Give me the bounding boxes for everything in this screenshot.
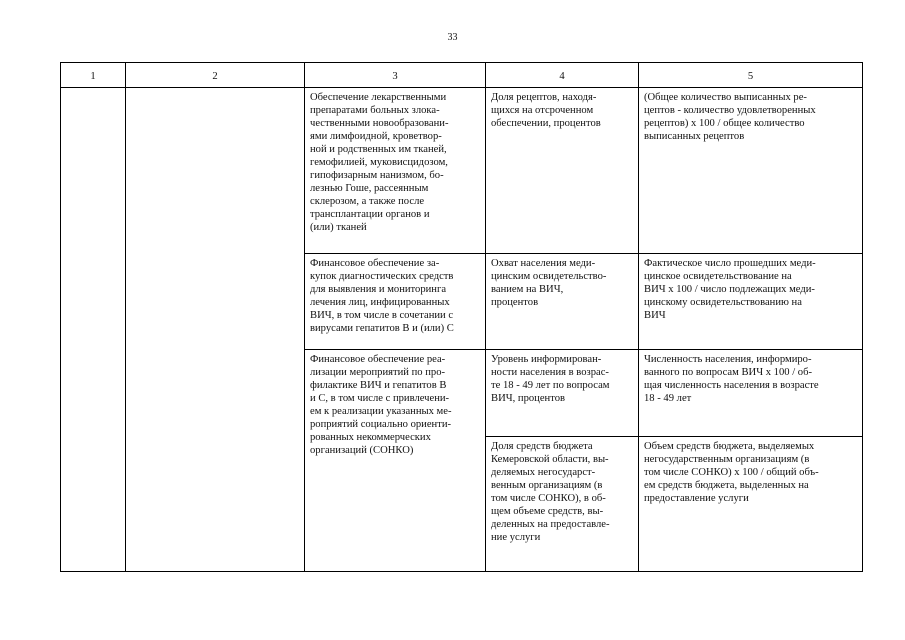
column-header: 1 — [61, 63, 126, 88]
table-cell-col4 — [486, 350, 639, 437]
table-cell-col3 — [305, 254, 486, 350]
formula-text: Фактическое число прошедших меди- цинское освидетельствование на ВИЧ x 100 / число подлежащих меди- цинскому освидетельствованию на ВИЧ — [644, 258, 816, 321]
formula-text: Численность населения, информиро- ванного по вопросам ВИЧ x 100 / об- щая численность населения в возрасте 18 - 49 лет — [644, 354, 819, 404]
column-header: 3 — [305, 63, 486, 88]
table-cell-col5 — [639, 254, 863, 350]
table-cell-col3 — [305, 350, 486, 572]
page-number: 33 — [447, 32, 458, 43]
column-header: 5 — [639, 63, 863, 88]
table-cell-col1 — [61, 88, 126, 572]
indicators-table — [60, 62, 863, 572]
column-header: 2 — [126, 63, 305, 88]
table-cell-col2 — [126, 88, 305, 572]
column-header: 4 — [486, 63, 639, 88]
table-cell-col5 — [639, 88, 863, 254]
indicator-text: Охват населения меди- цинским освидетельство- ванием на ВИЧ, процентов — [491, 258, 607, 308]
indicator-text: Доля средств бюджета Кемеровской области, вы- деляемых негосударст- венным организациям (в том числе СОНКО), в об- щем объеме средств, вы- деленных на предоставле- ние услуги — [491, 441, 610, 543]
measure-text: Финансовое обеспечение реа- лизации мероприятий по про- филактике ВИЧ и гепатитов B и C, в том числе с привлечени- ем к реализации указанных ме- роприятий социально ориенти- рованных некоммерческих организаций (СОНКО) — [310, 354, 452, 456]
measure-text: Обеспечение лекарственными препаратами больных злока- чественными новообразовани- ями лимфоидной, кроветвор- ной и родственных им тканей, гемофилией, муковисцидозом, гипофизарным нанизмом, бо- лезнью Гоше, рассеянным склерозом, а также после трансплантации органов и (или) тканей — [310, 92, 449, 233]
table-cell-col4 — [486, 254, 639, 350]
indicator-text: Доля рецептов, находя- щихся на отсроченном обеспечении, процентов — [491, 92, 601, 129]
measure-text: Финансовое обеспечение за- купок диагностических средств для выявления и мониторинга лечения лиц, инфицированных ВИЧ, в том числе в сочетании с вирусами гепатитов B и (или) C — [310, 258, 454, 334]
table-cell-col4 — [486, 437, 639, 572]
formula-text: Объем средств бюджета, выделяемых негосударственным организациям (в том числе СОНКО) x 100 / общий объ- ем средств бюджета, выделенных на предоставление услуги — [644, 441, 819, 504]
table-row — [61, 88, 863, 254]
table-cell-col5 — [639, 437, 863, 572]
table-cell-col4 — [486, 88, 639, 254]
table-header-row — [61, 63, 863, 88]
table-cell-col5 — [639, 350, 863, 437]
indicator-text: Уровень информирован- ности населения в возрас- те 18 - 49 лет по вопросам ВИЧ, процентов — [491, 354, 610, 404]
table-cell-col3 — [305, 88, 486, 254]
formula-text: (Общее количество выписанных ре- цептов - количество удовлетворенных рецептов) x 100 / общее количество выписанных рецептов — [644, 92, 816, 142]
